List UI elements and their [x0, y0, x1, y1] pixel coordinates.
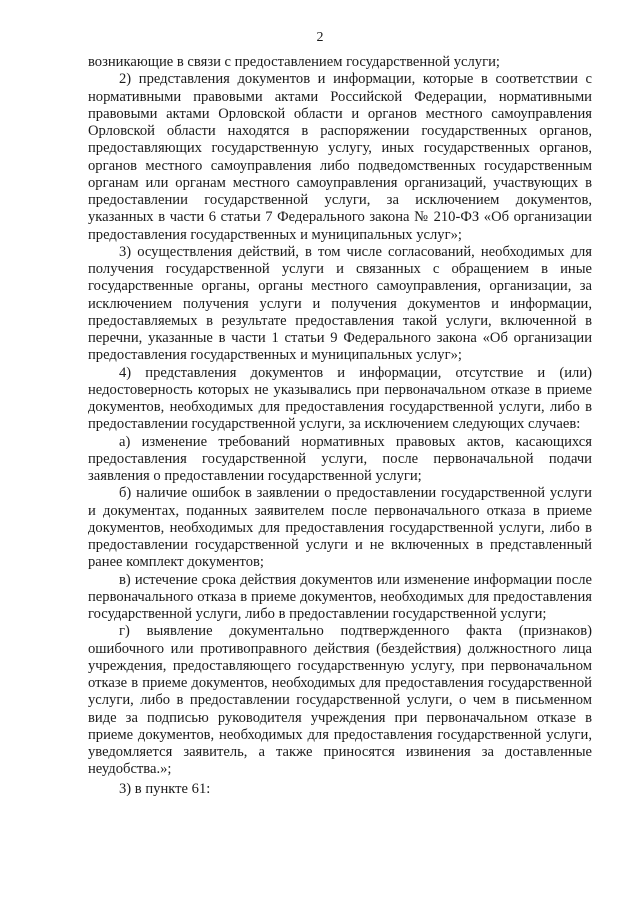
paragraph-continuation: возникающие в связи с предоставлением государственной услуги;	[88, 54, 500, 70]
paragraph-item-4: 4) представления документов и информации, отсутствие и (или) недостоверность которых не указывались при первоначальном отказе в приеме документов, необходимых для предоставления государственной услуги, либо в предоставлении государственной услуги, за исключением следующих случаев:	[88, 364, 592, 433]
paragraph-item-2: 2) представления документов и информации, которые в соответствии с нормативными правовыми актами Российской Федерации, нормативными правовыми актами Орловской области и органов местного самоуправления Орловской области находятся в распоряжении государственных органов, предоставляющих государственную услугу, иных государственных органов, органов местного самоуправления либо подведомственных государственным органам или органам местного самоуправления организаций, участвующих в предоставлении государственной услуги, за исключением документов, указанных в части 6 статьи 7 Федерального закона № 210-ФЗ «Об организации предоставления государственных и муниципальных услуг»;	[88, 71, 592, 243]
paragraph-item-3-point-61: 3) в пункте 61:	[119, 780, 211, 797]
paragraph-subitem-a: а) изменение требований нормативных правовых актов, касающихся предоставления государственной услуги, после первоначальной подачи заявления о предоставлении государственной услуги;	[88, 433, 592, 484]
paragraph-subitem-g: г) выявление документально подтвержденного факта (признаков) ошибочного или противоправного действия (бездействия) должностного лица учреждения, предоставляющего государственную услугу, при первоначальном отказе в приеме документов, необходимых для предоставления государственной услуги, либо в предоставлении государственной услуги, о чем в письменном виде за подписью руководителя учреждения при первоначальном отказе в приеме документов, необходимых для предоставления государственной услуги, уведомляется заявитель, а также приносятся извинения за доставленные неудобства.»;	[88, 623, 592, 778]
paragraph-item-3: 3) осуществления действий, в том числе согласований, необходимых для получения государственной услуги и связанных с обращением в иные государственные органы, органы местного самоуправления, организации, за исключением получения услуги и получения документов и информации, предоставляемых в результате предоставления такой услуги, включенной в перечни, указанные в части 1 статьи 9 Федерального закона «Об организации предоставления государственных и муниципальных услуг»;	[88, 243, 592, 364]
paragraph-subitem-b: б) наличие ошибок в заявлении о предоставлении государственной услуги и документах, поданных заявителем после первоначального отказа в приеме документов, необходимых для предоставления государственной услуги, либо в предоставлении государственной услуги и не включенных в представленный ранее комплект документов;	[88, 485, 592, 571]
document-body	[88, 54, 592, 798]
page-number: 2	[316, 30, 324, 45]
paragraph-subitem-v: в) истечение срока действия документов или изменение информации после первоначального отказа в приеме документов, необходимых для предоставления государственной услуги, либо в предоставлении государственной услуги;	[88, 571, 592, 622]
